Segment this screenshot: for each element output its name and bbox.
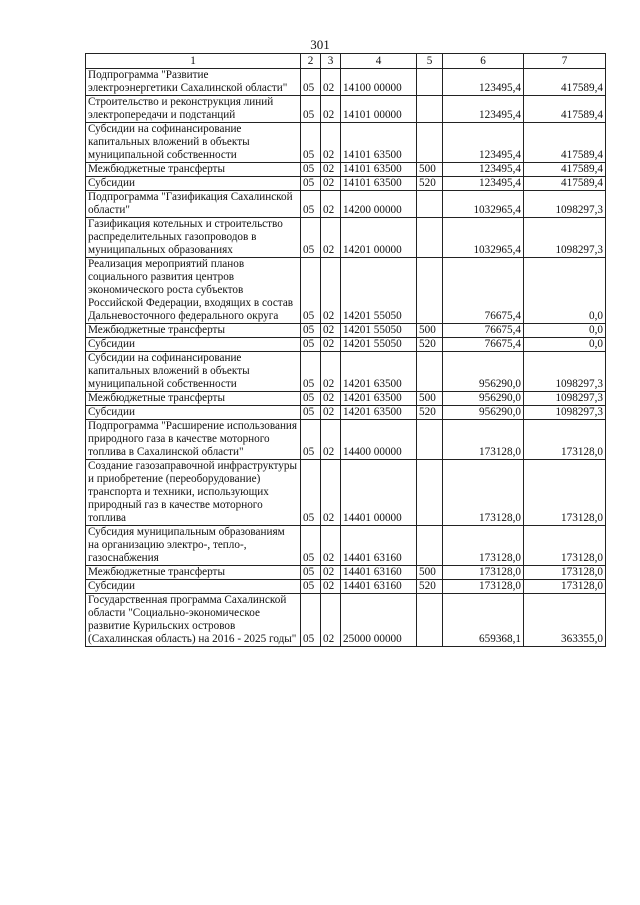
row-expense-type [417, 69, 443, 96]
row-section: 05 [301, 406, 321, 420]
table-row [86, 392, 606, 406]
row-expense-type: 500 [417, 324, 443, 338]
row-section: 05 [301, 392, 321, 406]
table-row [86, 177, 606, 191]
row-amount-1: 659368,1 [443, 594, 524, 647]
row-name: Субсидии [86, 580, 301, 594]
row-amount-1: 76675,4 [443, 258, 524, 324]
table-row [86, 123, 606, 163]
table-row [86, 352, 606, 392]
row-subsection: 02 [321, 566, 341, 580]
row-amount-2: 0,0 [524, 324, 606, 338]
header-col-1: 1 [86, 54, 301, 69]
row-amount-1: 76675,4 [443, 338, 524, 352]
row-name: Государственная программа Сахалинской области "Социально-экономическое развитие Курильских островов (Сахалинская область) на 2016 - 2025 годы" [86, 594, 301, 647]
row-target-code: 14201 55050 [341, 338, 417, 352]
row-name: Межбюджетные трансферты [86, 324, 301, 338]
row-amount-1: 956290,0 [443, 406, 524, 420]
row-subsection: 02 [321, 324, 341, 338]
row-expense-type [417, 123, 443, 163]
row-section: 05 [301, 566, 321, 580]
row-target-code: 14201 00000 [341, 218, 417, 258]
row-amount-2: 1098297,3 [524, 392, 606, 406]
row-subsection: 02 [321, 420, 341, 460]
row-subsection: 02 [321, 191, 341, 218]
row-target-code: 14400 00000 [341, 420, 417, 460]
row-section: 05 [301, 594, 321, 647]
row-expense-type [417, 96, 443, 123]
row-expense-type [417, 594, 443, 647]
row-target-code: 14100 00000 [341, 69, 417, 96]
row-amount-1: 123495,4 [443, 163, 524, 177]
row-target-code: 14401 63160 [341, 526, 417, 566]
row-amount-2: 173128,0 [524, 566, 606, 580]
row-subsection: 02 [321, 338, 341, 352]
row-amount-2: 1098297,3 [524, 218, 606, 258]
row-section: 05 [301, 324, 321, 338]
header-col-3: 3 [321, 54, 341, 69]
row-amount-1: 173128,0 [443, 566, 524, 580]
row-amount-1: 173128,0 [443, 460, 524, 526]
row-target-code: 14101 63500 [341, 123, 417, 163]
row-amount-2: 417589,4 [524, 69, 606, 96]
row-subsection: 02 [321, 594, 341, 647]
table-row [86, 580, 606, 594]
row-name: Субсидии на софинансирование капитальных вложений в объекты муниципальной собственности [86, 123, 301, 163]
header-col-6: 6 [443, 54, 524, 69]
row-name: Подпрограмма "Развитие электроэнергетики Сахалинской области" [86, 69, 301, 96]
row-target-code: 14101 00000 [341, 96, 417, 123]
row-section: 05 [301, 123, 321, 163]
row-name: Межбюджетные трансферты [86, 163, 301, 177]
row-section: 05 [301, 96, 321, 123]
header-col-4: 4 [341, 54, 417, 69]
header-row [86, 54, 606, 69]
row-amount-1: 123495,4 [443, 69, 524, 96]
row-amount-2: 173128,0 [524, 420, 606, 460]
row-amount-1: 956290,0 [443, 392, 524, 406]
row-subsection: 02 [321, 69, 341, 96]
row-expense-type [417, 258, 443, 324]
row-section: 05 [301, 177, 321, 191]
row-subsection: 02 [321, 392, 341, 406]
row-expense-type [417, 218, 443, 258]
row-target-code: 14201 55050 [341, 324, 417, 338]
row-name: Межбюджетные трансферты [86, 566, 301, 580]
row-name: Газификация котельных и строительство распределительных газопроводов в муниципальных образованиях [86, 218, 301, 258]
row-amount-1: 123495,4 [443, 96, 524, 123]
row-amount-2: 1098297,3 [524, 352, 606, 392]
row-target-code: 14201 63500 [341, 392, 417, 406]
table-row [86, 163, 606, 177]
row-name: Реализация мероприятий планов социального развития центров экономического роста субъектов Российской Федерации, входящих в состав Дальневосточного федерального округа [86, 258, 301, 324]
row-subsection: 02 [321, 258, 341, 324]
row-amount-2: 0,0 [524, 338, 606, 352]
row-name: Подпрограмма "Расширение использования природного газа в качестве моторного топлива в Сахалинской области" [86, 420, 301, 460]
row-amount-2: 1098297,3 [524, 406, 606, 420]
row-amount-1: 123495,4 [443, 123, 524, 163]
budget-table [85, 53, 606, 647]
header-col-7: 7 [524, 54, 606, 69]
header-col-5: 5 [417, 54, 443, 69]
page-number: 301 [310, 37, 330, 52]
row-name: Межбюджетные трансферты [86, 392, 301, 406]
row-subsection: 02 [321, 123, 341, 163]
row-subsection: 02 [321, 352, 341, 392]
row-amount-1: 123495,4 [443, 177, 524, 191]
row-amount-2: 417589,4 [524, 177, 606, 191]
row-target-code: 25000 00000 [341, 594, 417, 647]
row-amount-2: 0,0 [524, 258, 606, 324]
row-section: 05 [301, 258, 321, 324]
row-amount-2: 1098297,3 [524, 191, 606, 218]
row-expense-type [417, 460, 443, 526]
row-amount-2: 173128,0 [524, 460, 606, 526]
row-name: Создание газозаправочной инфраструктуры и приобретение (переоборудование) транспорта и техники, использующих природный газ в качестве моторного топлива [86, 460, 301, 526]
table-row [86, 96, 606, 123]
table-row [86, 566, 606, 580]
row-subsection: 02 [321, 526, 341, 566]
row-expense-type: 500 [417, 566, 443, 580]
row-subsection: 02 [321, 177, 341, 191]
row-expense-type: 520 [417, 338, 443, 352]
row-section: 05 [301, 338, 321, 352]
row-expense-type: 520 [417, 177, 443, 191]
row-amount-1: 173128,0 [443, 420, 524, 460]
row-target-code: 14200 00000 [341, 191, 417, 218]
row-amount-2: 173128,0 [524, 526, 606, 566]
row-name: Строительство и реконструкция линий электропередачи и подстанций [86, 96, 301, 123]
row-section: 05 [301, 352, 321, 392]
row-target-code: 14101 63500 [341, 163, 417, 177]
table-row [86, 406, 606, 420]
row-amount-1: 956290,0 [443, 352, 524, 392]
row-amount-1: 173128,0 [443, 526, 524, 566]
row-name: Субсидии на софинансирование капитальных вложений в объекты муниципальной собственности [86, 352, 301, 392]
table-row [86, 594, 606, 647]
row-subsection: 02 [321, 406, 341, 420]
row-expense-type [417, 526, 443, 566]
row-amount-2: 363355,0 [524, 594, 606, 647]
row-expense-type: 520 [417, 580, 443, 594]
row-subsection: 02 [321, 96, 341, 123]
table-row [86, 191, 606, 218]
row-target-code: 14201 63500 [341, 406, 417, 420]
table-row [86, 69, 606, 96]
row-target-code: 14401 63160 [341, 566, 417, 580]
row-expense-type [417, 420, 443, 460]
row-amount-2: 417589,4 [524, 163, 606, 177]
table-row [86, 460, 606, 526]
header-col-2: 2 [301, 54, 321, 69]
row-name: Субсидии [86, 338, 301, 352]
row-name: Субсидии [86, 406, 301, 420]
row-target-code: 14201 55050 [341, 258, 417, 324]
row-expense-type: 520 [417, 406, 443, 420]
row-target-code: 14201 63500 [341, 352, 417, 392]
row-expense-type: 500 [417, 392, 443, 406]
row-subsection: 02 [321, 218, 341, 258]
table-row [86, 324, 606, 338]
row-amount-1: 173128,0 [443, 580, 524, 594]
row-section: 05 [301, 580, 321, 594]
row-section: 05 [301, 69, 321, 96]
row-target-code: 14101 63500 [341, 177, 417, 191]
table-row [86, 526, 606, 566]
row-section: 05 [301, 163, 321, 177]
row-amount-1: 1032965,4 [443, 218, 524, 258]
row-section: 05 [301, 218, 321, 258]
row-amount-1: 1032965,4 [443, 191, 524, 218]
row-subsection: 02 [321, 163, 341, 177]
row-name: Подпрограмма "Газификация Сахалинской области" [86, 191, 301, 218]
row-amount-2: 417589,4 [524, 123, 606, 163]
table-row [86, 258, 606, 324]
row-expense-type [417, 191, 443, 218]
row-target-code: 14401 00000 [341, 460, 417, 526]
row-name: Субсидии [86, 177, 301, 191]
row-section: 05 [301, 420, 321, 460]
row-section: 05 [301, 191, 321, 218]
row-target-code: 14401 63160 [341, 580, 417, 594]
row-subsection: 02 [321, 460, 341, 526]
table-row [86, 218, 606, 258]
row-amount-2: 417589,4 [524, 96, 606, 123]
row-subsection: 02 [321, 580, 341, 594]
table-row [86, 420, 606, 460]
row-amount-2: 173128,0 [524, 580, 606, 594]
row-amount-1: 76675,4 [443, 324, 524, 338]
table-row [86, 338, 606, 352]
row-name: Субсидия муниципальным образованиям на организацию электро-, тепло-, газоснабжения [86, 526, 301, 566]
row-expense-type [417, 352, 443, 392]
row-section: 05 [301, 526, 321, 566]
row-section: 05 [301, 460, 321, 526]
row-expense-type: 500 [417, 163, 443, 177]
